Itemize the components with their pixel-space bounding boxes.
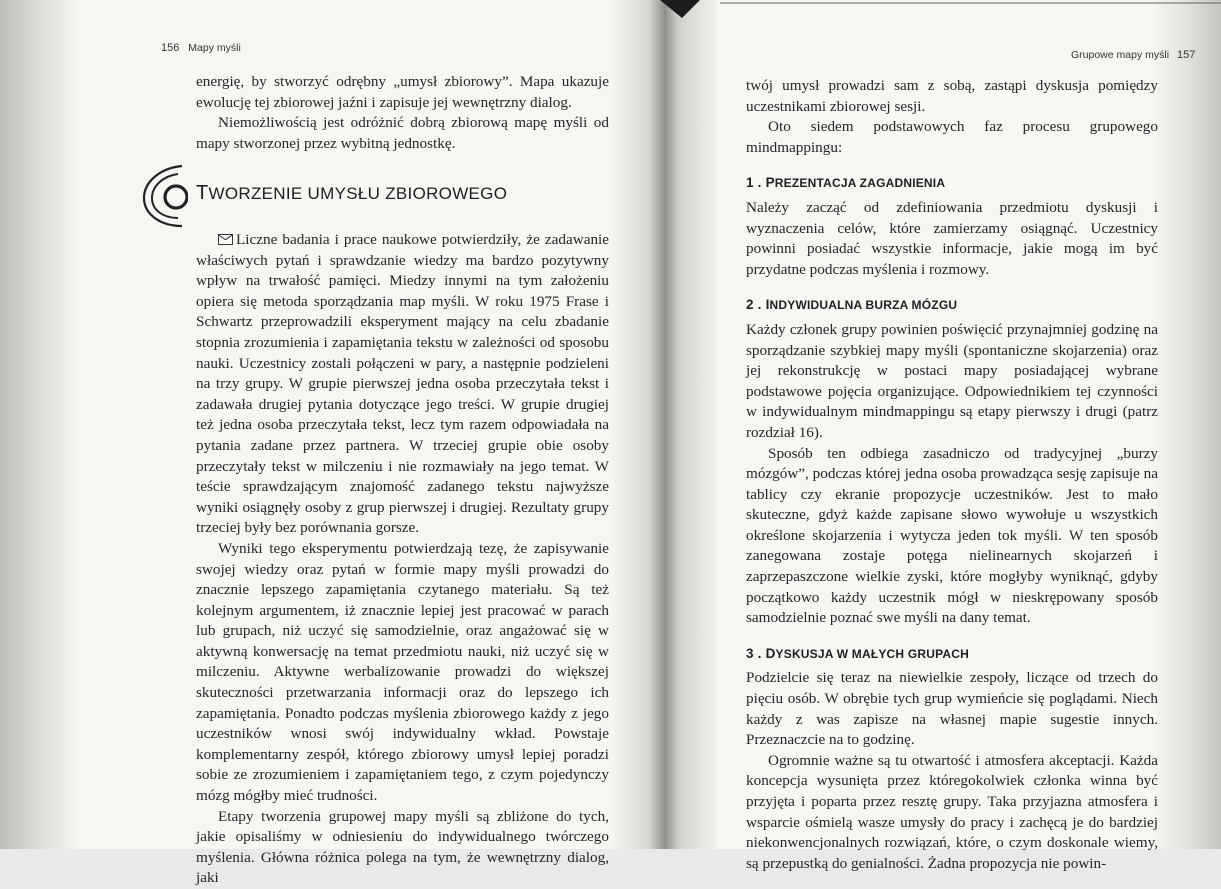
paragraph: Oto siedem podstawowych faz procesu grupowego mindmappingu: <box>746 118 1158 156</box>
phase-title-initial: D <box>765 645 776 661</box>
phase-title-rest: NDYWIDUALNA BURZA MÓZGU <box>769 298 958 313</box>
paragraph: Ogromnie ważne są tu otwartość i atmosfera akceptacji. Każda koncepcja wysunięta przez któregokolwiek członka winna być przyjęta i poparta przez resztę grupy. Taka przyjazna atmosfera i wsparcie ośmielą wasze umysły do pracy i zachęcą je do bardziej niekonwencjonalnych rozwiązań, które, o czym doskonale wiemy, są przepustką do genialności. Żadna propozycja nie powin- <box>746 751 1158 872</box>
paragraph: energię, by stworzyć odrębny „umysł zbiorowy”. Mapa ukazuje ewolucję tej zbiorowej jaźni i zapisuje jej wewnętrzny dialog. <box>196 73 609 111</box>
paragraph: twój umysł prowadzi sam z sobą, zastąpi dyskusja pomiędzy uczestnikami zbiorowej sesji. <box>746 77 1158 115</box>
paragraph-text: Liczne badania i prace naukowe potwierdziły, że zadawanie właściwych pytań i sprawdzanie wiedzy ma bardzo pozytywny wpływ na trwałość pamięci. Miedzy innymi na tym założeniu opiera się metoda sporządzania map myśli. W roku 1975 Frase i Schwartz przeprowadzili eksperyment mający na celu zbadanie stopnia zrozumienia i zapamiętania tekstu w zależności od sposobu nauki. Uczestnicy zostali połączeni w pary, a następnie podzieleni na trzy grupy. W grupie pierwszej jedna osoba przeczytała tekst i zadawała drugiej pytania dotyczące jego treści. W grupie drugiej też jedna osoba przeczytała tekst, lecz tym razem odpowiadała na pytania zadane przez partnera. W trzeciej grupie obie osoby przeczytały tekst w milczeniu i nie rozmawiały na jego temat. W teście sprawdzającym znajomość zadanego tekstu najwyższe wyniki osiągnęły osoby z grup pierwszej i drugiej. Rezultaty grupy trzeciej były bez porównania gorsze. <box>196 231 609 537</box>
paragraph-with-icon <box>196 230 609 539</box>
phase-number: 2 <box>746 297 754 313</box>
paragraph: Etapy tworzenia grupowej mapy myśli są zbliżone do tych, jakie opisaliśmy w odniesieniu do indywidualnego twórczego myślenia. Główna różnica polega na tym, że wewnętrzny dialog, jaki <box>196 807 609 887</box>
paragraph: Podzielcie się teraz na niewielkie zespoły, liczące od trzech do pięciu osób. W obrębie tych grup wymieńcie się poglądami. Niech każdy z was zapisze na własnej mapie sugestie innych. Przeznaczcie na to godzinę. <box>746 669 1158 749</box>
phase-title-rest: REZENTACJA ZAGADNIENIA <box>774 176 946 191</box>
left-page-header <box>161 42 241 54</box>
phase-number: 3 <box>746 645 754 661</box>
paragraph: Sposób ten odbiega zasadniczo od tradycyjnej „burzy mózgów”, podczas której jedna osoba prowadząca sesję zapisuje na tablicy czy ekranie propozycje uczestników. Jest to mało skuteczne, gdyż każde zapisane słowo wywołuje u wszystkich określone skojarzenia i wytycza jeden tok myśli. W ten sposób zanegowana zostaje potęga nielinearnych skojarzeń i zaprzepaszczone wielkie zyski, które mogłyby wyniknąć, gdyby początkowo każdy uczestnik mógł w nieskrępowany sposób samodzielnie poznać swe myśli na dany temat. <box>746 444 1159 627</box>
left-intro-text <box>196 72 609 154</box>
phase-title-initial: P <box>765 175 775 191</box>
phase-title-initial: I <box>765 297 770 313</box>
left-page-edge-shadow <box>0 0 80 849</box>
paragraph: Niemożliwością jest odróżnić dobrą zbiorową mapę myśli od mapy stworzonej przez wybitną jednostkę. <box>196 114 609 152</box>
envelope-icon <box>218 234 233 245</box>
right-page-header <box>1071 49 1195 61</box>
section-title <box>196 182 507 205</box>
paragraph: Każdy członek grupy powinien poświęcić przynajmniej godzinę na sporządzanie szybkiej mapy myśli (spontaniczne skojarzenia) oraz jej rekonstrukcję w postaci mapy posiadającej wybrane podstawowe pojęcia organizujące. Odpowiednikiem tej czynności w indywidualnym mindmappingu są etapy pierwszy i drugi (patrz rozdział 16). <box>746 320 1158 441</box>
left-page-number: 156 <box>161 42 180 54</box>
right-page-number: 157 <box>1176 49 1196 61</box>
right-page-edge-shadow <box>1151 0 1221 849</box>
phase-heading: 3 . DYSKUSJA W MAŁYCH GRUPACH <box>746 645 970 661</box>
right-body-text <box>746 76 1158 874</box>
right-page-running-title: Grupowe mapy myśli <box>1071 49 1170 61</box>
paragraph: Należy zacząć od zdefiniowania przedmiotu dyskusji i wyznaczenia celów, które zamierzamy osiągnąć. Uczestnicy powinni posiadać wszystkie informacje, jakie mogą im być przydatne podczas myślenia i rozmowy. <box>746 198 1158 278</box>
phase-title-rest: YSKUSJA W MAŁYCH GRUPACH <box>775 646 970 661</box>
phase-heading: 2 . INDYWIDUALNA BURZA MÓZGU <box>746 297 958 313</box>
book-gutter <box>610 0 720 849</box>
phase-number: 1 <box>746 175 754 191</box>
section-title-rest: WORZENIE UMYSŁU ZBIOROWEGO <box>208 184 508 203</box>
left-page-running-title: Mapy myśli <box>188 42 241 54</box>
phase-heading: 1 . PREZENTACJA ZAGADNIENIA <box>746 175 946 191</box>
paragraph: Wyniki tego eksperymentu potwierdzają tezę, że zapisywanie swojej wiedzy oraz pytań w formie mapy myśli prowadzi do znacznie lepszego zapamiętania czytanego materiału. Są też kolejnym argumentem, iż znacznie lepiej jest pracować w parach lub grupach, niż uczyć się samodzielnie, oraz angażować się w aktywną konwersację na temat przedmiotu nauki, niż uczyć się w milczeniu. Aktywne werbalizowanie prowadzi do większej skuteczności przetwarzania informacji oraz do lepszego ich zapamiętania. Ponadto podczas myślenia zbiorowego każdy z jego uczestników wnosi swój indywidualny wkład. Powstaje komplementarny zespół, którego zbiorowy umysł lepiej poradzi sobie ze zrozumieniem i zapamiętaniem tego, z czym pojedynczy mózg mógłby mieć trudności. <box>196 539 609 805</box>
left-body-text <box>196 230 609 889</box>
spiral-ornament-icon <box>138 160 188 230</box>
section-title-initial: T <box>196 182 209 204</box>
top-edge-line <box>720 2 1221 4</box>
